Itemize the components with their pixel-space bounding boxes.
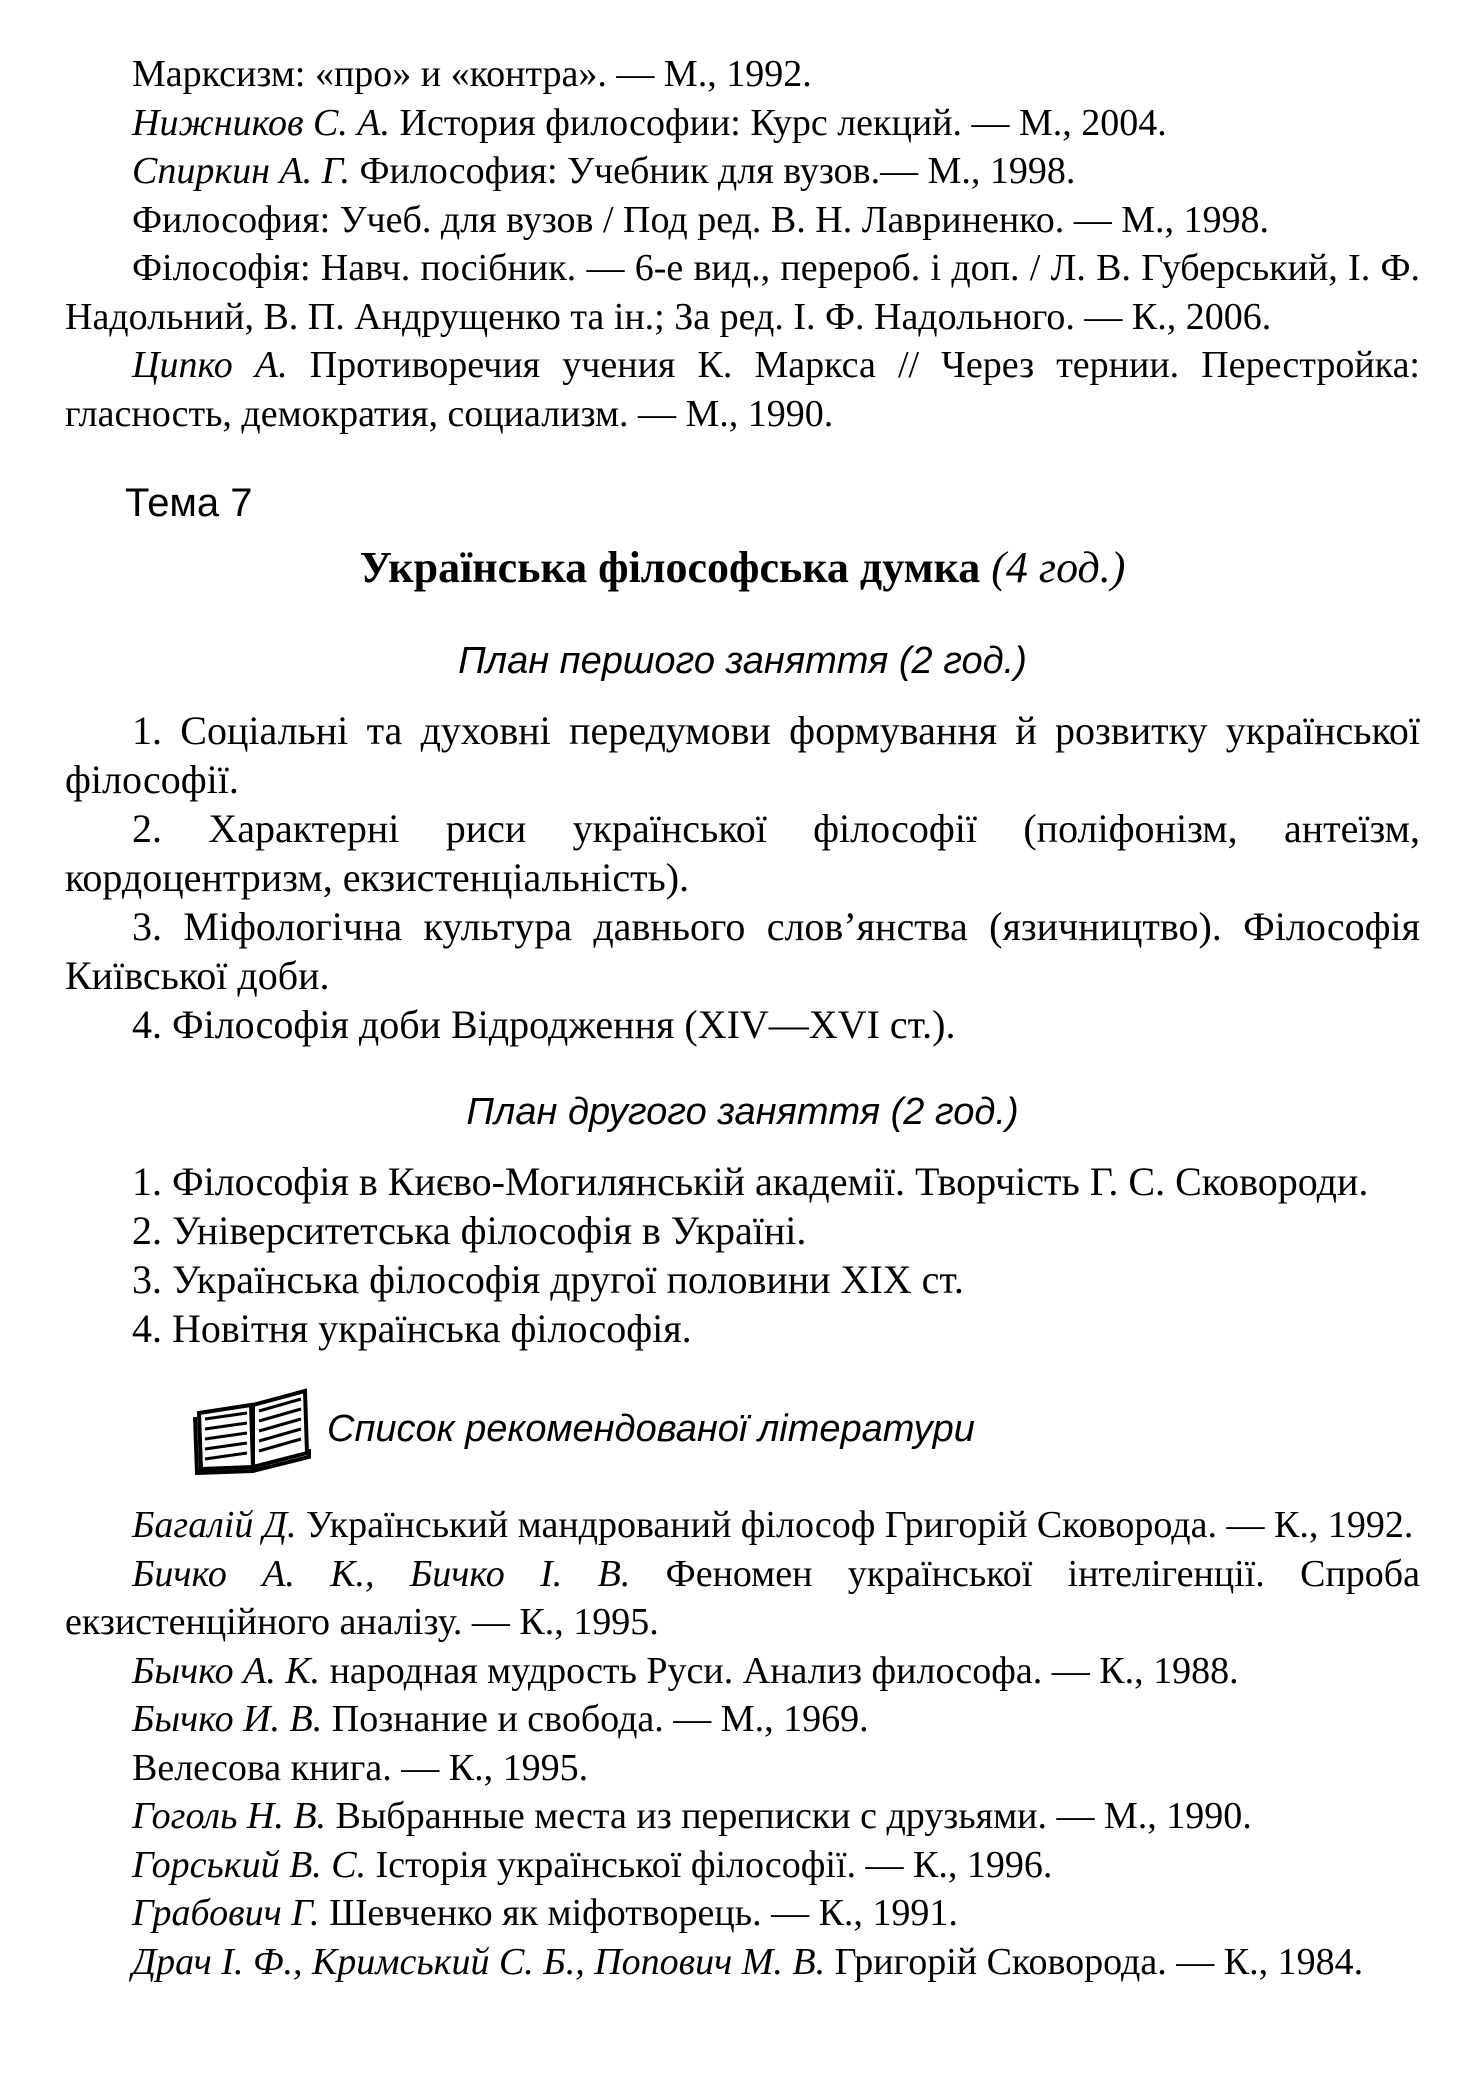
reference-author: Горський В. С. bbox=[132, 1843, 367, 1886]
reference-text: Философия: Учеб. для вузов / Под ред. В. Н. Лавриненко. — М., 1998. bbox=[132, 198, 1269, 241]
reference-text: Марксизм: «про» и «контра». — М., 1992. bbox=[132, 53, 812, 95]
theme-label: Тема 7 bbox=[125, 481, 253, 525]
reference-entry bbox=[65, 50, 1420, 99]
reference-entry bbox=[65, 99, 1420, 148]
reference-entry bbox=[65, 341, 1420, 438]
literature-heading-text: Список рекомендованої літератури bbox=[327, 1407, 975, 1450]
plan1-item: 2. Характерні риси української філософії (поліфонізм, антеїзм, кордоцентризм, екзистенціальність). bbox=[65, 806, 1420, 900]
reference-entry bbox=[65, 1501, 1420, 1550]
reference-entry bbox=[65, 1889, 1420, 1938]
reference-text: Український мандрований філософ Григорій Сковорода. — К., 1992. bbox=[296, 1504, 1414, 1546]
reference-text: Философия: Учебник для вузов.— М., 1998. bbox=[349, 150, 1076, 192]
literature-heading bbox=[193, 1383, 1420, 1475]
reference-author: Бичко А. К., Бичко І. В. bbox=[132, 1552, 631, 1595]
plan2-list bbox=[65, 1157, 1420, 1353]
reference-text: Філософія: Навч. посібник. — 6-е вид., перероб. і доп. / Л. В. Губерський, І. Ф. Надольний, В. П. Андрущенко та ін.; За ред. І. Ф. Надольного. — К., 2006. bbox=[65, 247, 1420, 338]
plan1-heading: План першого заняття (2 год.) bbox=[458, 640, 1027, 682]
document-page bbox=[65, 50, 1420, 1986]
literature-references bbox=[65, 1501, 1420, 1986]
section-title-hours: (4 год.) bbox=[991, 543, 1126, 592]
reference-entry bbox=[65, 244, 1420, 341]
plan1-item: 1. Соціальні та духовні передумови формування й розвитку української філософії. bbox=[65, 708, 1420, 802]
reference-text: Історія української філософії. — К., 1996. bbox=[366, 1843, 1053, 1886]
reference-author: Гоголь Н. В. bbox=[132, 1795, 327, 1837]
top-references bbox=[65, 50, 1420, 438]
plan2-item: 3. Українська філософія другої половини XIX ст. bbox=[132, 1257, 964, 1302]
reference-author: Драч І. Ф., Кримський С. Б., Попович М. В. bbox=[132, 1940, 826, 1983]
reference-author: Бычко И. В. bbox=[132, 1698, 323, 1740]
open-book-icon bbox=[193, 1383, 313, 1475]
reference-entry bbox=[65, 1695, 1420, 1744]
section-title bbox=[65, 538, 1420, 598]
reference-entry bbox=[65, 1792, 1420, 1841]
reference-text: народная мудрость Руси. Анализ философа. — К., 1988. bbox=[320, 1649, 1239, 1692]
reference-text: Григорій Сковорода. — К., 1984. bbox=[825, 1940, 1364, 1983]
reference-text: Познание и свобода. — М., 1969. bbox=[322, 1698, 869, 1740]
plan1-item: 4. Філософія доби Відродження (XIV—XVI ст.). bbox=[132, 1002, 956, 1047]
reference-author: Спиркин А. Г. bbox=[132, 150, 350, 192]
reference-text: Противоречия учения К. Маркса // Через тернии. Перестройка: гласность, демократия, социализм. — М., 1990. bbox=[65, 344, 1420, 435]
plan2-heading: План другого заняття (2 год.) bbox=[466, 1091, 1019, 1133]
plan2-item: 2. Університетська філософія в Україні. bbox=[132, 1208, 807, 1253]
reference-entry bbox=[65, 1647, 1420, 1696]
reference-text: Феномен української інтелігенції. Спроба екзистенційного аналізу. — К., 1995. bbox=[65, 1552, 1421, 1643]
plan2-item: 4. Новітня українська філософія. bbox=[132, 1306, 692, 1351]
reference-entry bbox=[65, 1550, 1420, 1647]
reference-entry bbox=[65, 1841, 1420, 1890]
reference-text: История философии: Курс лекций. — М., 2004. bbox=[390, 101, 1167, 144]
reference-entry bbox=[65, 196, 1420, 245]
reference-author: Нижников С. А. bbox=[132, 101, 391, 144]
plan1-list bbox=[65, 706, 1420, 1049]
reference-author: Бычко А. К. bbox=[132, 1649, 321, 1692]
plan1-item: 3. Міфологічна культура давнього слов’янства (язичництво). Філософія Київської доби. bbox=[65, 904, 1420, 998]
reference-entry bbox=[65, 1938, 1420, 1987]
section-title-text: Українська філософська думка bbox=[359, 543, 981, 592]
reference-entry bbox=[65, 1744, 1420, 1793]
reference-author: Ципко А. bbox=[132, 344, 288, 386]
plan2-item: 1. Філософія в Києво-Могилянській академії. Творчість Г. С. Сковороди. bbox=[132, 1159, 1369, 1204]
reference-author: Грабович Г. bbox=[132, 1892, 320, 1934]
reference-entry bbox=[65, 147, 1420, 196]
reference-text: Шевченко як міфотворець. — К., 1991. bbox=[319, 1892, 958, 1934]
reference-text: Велесова книга. — К., 1995. bbox=[132, 1746, 589, 1789]
reference-text: Выбранные места из переписки с друзьями. — М., 1990. bbox=[326, 1795, 1252, 1837]
reference-author: Багалій Д. bbox=[132, 1504, 297, 1546]
